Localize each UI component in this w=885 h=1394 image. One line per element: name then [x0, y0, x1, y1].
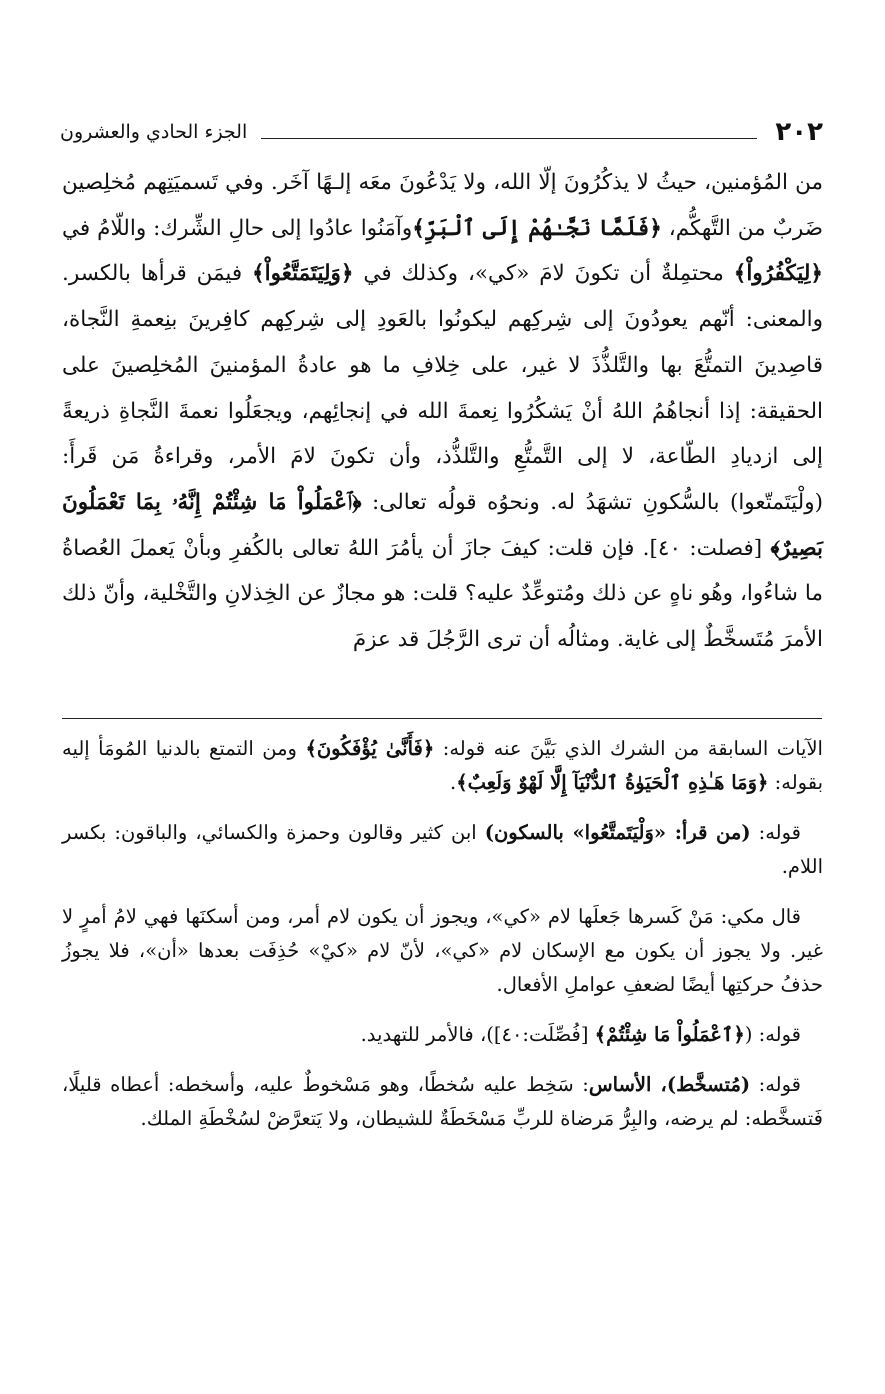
footnote [62, 1018, 823, 1052]
note-text: الآيات السابقة من الشرك الذي بَيَّنَ عنه قوله: [434, 737, 823, 760]
quran-quote: ﴿وَمَا هَـٰذِهِ ٱلْحَيَوٰةُ ٱلدُّنْيَآ إِلَّا لَهْوٌ وَلَعِبٌ﴾ [456, 771, 769, 794]
quran-quote: ﴿ٱعْمَلُواْ مَا شِئْتُمْ إِنَّهُۥ بِمَا تَعْمَلُونَ بَصِيرٌ﴾ [62, 489, 824, 561]
running-title: الجزء الحادي والعشرون [60, 121, 248, 143]
note-text: . [449, 771, 457, 794]
note-text: [فُصِّلَت:٤٠])، فالأمر للتهديد. [360, 1023, 595, 1046]
note-text: قوله: [750, 821, 801, 844]
footnote-separator [62, 718, 822, 719]
footnote [62, 816, 823, 884]
main-text-segment: وآمَنُوا عادُوا إلى حالِ الشِّرك: واللّامُ في [62, 215, 413, 241]
quran-quote: ﴿لِيَكْفُرُواْ﴾ [733, 261, 823, 287]
note-lemma: (من قرأ: «وَلْيَتَمتَّعُوا» بالسكون) [484, 821, 751, 844]
page-header [60, 112, 823, 152]
note-text: : سَخِط عليه سُخطًا، وهو مَسْخوطٌ عليه، وأسخطه: أعطاه قليلًا، فَتسخَّطه: لم يرضه، والبِرُّ مَرضاة للربِّ مَسْخَطَةٌ للشيطان، ولا يَتعرَّضْ لسُخْطَةِ الملك. [62, 1073, 823, 1130]
footnote [62, 732, 823, 800]
quran-quote: ﴿فَلَمَّا نَجَّـٰهُمْ إِلَى ٱلْبَرِّ﴾ [412, 215, 662, 241]
main-body-text [62, 160, 823, 663]
note-text: قال مكي: مَنْ كَسرها جَعلَها لام «كي»، ويجوز أن يكون لام أمر، ومن أسكنَها فهي لامُ أمرٍ لا غير. ولا يجوز أن يكون مع الإسكان لام «كي»، لأنّ لام «كيْ» حُذِفَت بعدها «أن»، فلا يجوزُ حذفُ حركتِها أيضًا لضعفِ عواملِ الأفعال. [62, 905, 823, 996]
header-rule [261, 138, 757, 139]
main-text-segment: فيمَن قرأها بالكسر. والمعنى: أنّهم يعودُونَ إلى شِركِهم ليكونُوا بالعَودِ إلى شِركِهم كافِرينَ بنِعمةِ النَّجاة، قاصِدينَ التمتُّعَ بها والتَّلذُّذَ لا غير، على خِلافِ ما هو عادةُ المؤمنينَ المُخلِصينَ على الحقيقة: إذا أنجاهُمُ اللهُ أنْ يَشكُرُوا نِعمةَ الله في إنجائِهم، ويجعَلُوا نعمةَ النَّجاةِ ذريعةً إلى ازديادِ الطّاعة، لا إلى التَّمتُّعِ والتَّلذُّذ، وأن تكونَ لامَ الأمر، وقراءةُ مَن قَرأَ: (ولْيَتَمتّعوا) بالسُّكونِ تشهَدُ له. ونحوُه قولُه تعالى: [62, 261, 823, 515]
footnotes [62, 732, 823, 1152]
quran-quote: ﴿وَلِيَتَمَتَّعُواْ﴾ [252, 261, 354, 287]
page-number: ٢٠٢ [775, 117, 823, 147]
main-text-segment: [فصلت: ٤٠]. فإن قلت: كيفَ جازَ أن يأمُرَ اللهُ تعالى بالكُفرِ وبأنْ يَعملَ العُصاةُ ما شاءُوا، وهُو ناهٍ عن ذلك ومُتوعِّدٌ عليه؟ قلت: هو مجازٌ عن الخِذلانِ والتَّخْلية، وأنّ ذلك الأمرَ مُتَسخَّطٌ إلى غاية. ومثالُه أن ترى الرَّجُلَ قد عزمَ [62, 535, 823, 653]
note-text: قوله: ( [744, 1023, 801, 1046]
note-text: ابن كثير وقالون وحمزة والكسائي، والباقون: بكسر اللام. [62, 821, 823, 878]
main-paragraph [62, 160, 823, 663]
note-lemma: (مُتسخَّط)، الأساس [588, 1073, 751, 1096]
quran-quote: ﴿ٱعْمَلُواْ مَا شِئْتُمْ﴾ [594, 1023, 745, 1046]
note-text: ومن التمتع بالدنيا المُومَأ إليه بقوله: [62, 737, 823, 794]
quran-quote: ﴿فَأَنَّىٰ يُؤْفَكُونَ﴾ [305, 737, 435, 760]
main-text-segment: من المُؤمنين، حيثُ لا يذكُرُونَ إلّا الله، ولا يَدْعُونَ معَه إلـهًا آخَر. وفي تَسميَتِهم مُخلِصين ضَربٌ من التَّهكُّم، [62, 170, 823, 241]
footnote [62, 1068, 823, 1136]
main-text-segment: محتمِلةٌ أن تكونَ لامَ «كي»، وكذلك في [353, 261, 734, 287]
footnote [62, 900, 823, 1002]
note-text: قوله: [750, 1073, 801, 1096]
